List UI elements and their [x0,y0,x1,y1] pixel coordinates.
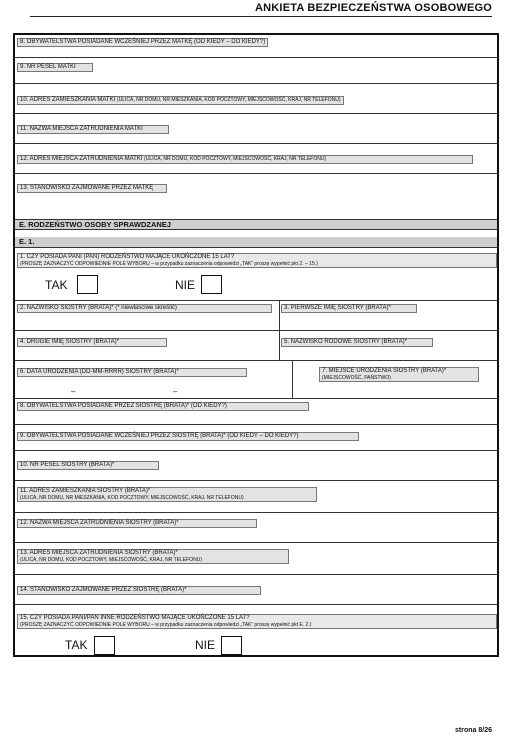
field-label [17,155,473,164]
field-label [17,96,344,105]
field-label: 3. PIERWSZE IMIĘ SIOSTRY (BRATA)* [281,304,417,313]
field-label: 10. NR PESEL SIOSTRY (BRATA)* [17,461,159,470]
field-label: 8. OBYWATELSTWA POSIADANE WCZEŚNIEJ PRZEZ MATKĘ (OD KIEDY – DO KIEDY?) [17,38,268,47]
section-e-header: E. RODZEŃSTWO OSOBY SPRAWDZANEJ [15,219,497,230]
field-label: 2. NAZWISKO SIOSTRY (BRATA)* (* niewłaściwe skreślić) [17,304,272,313]
mother-citizenship-prior-field[interactable] [15,35,497,57]
no-label: NIE [175,278,196,292]
page-title: ANKIETA BEZPIECZEŃSTWA OSOBOWEGO [255,2,492,14]
sibling-pesel-field[interactable] [15,450,497,480]
field-label: 8. OBYWATELSTWA POSIADANE PRZEZ SIOSTRĘ (BRATA)* (OD KIEDY?) [17,402,309,411]
field-label [17,253,497,268]
mother-address-field[interactable] [15,83,497,113]
field-label-main: 11. ADRES ZAMIESZKANIA SIOSTRY (BRATA)* [20,488,151,494]
title-rule [30,16,492,17]
no-checkbox[interactable] [201,275,222,294]
yes-label: TAK [65,638,88,652]
field-label: 9. OBYWATELSTWA POSIADANE WCZEŚNIEJ PRZEZ SIOSTRĘ (BRATA)* (OD KIEDY – DO KIEDY?) [17,432,359,441]
field-label: 6. DATA URODZENIA (DD-MM-RRRR) SIOSTRY (BRATA)* [17,368,247,377]
field-label-main: 1. CZY POSIADA PANI (PAN) RODZEŃSTWO MAJĄCE UKOŃCZONE 15 LAT? [20,254,235,260]
field-label-note: (ULICA, NR DOMU, NR MIESZKANIA, KOD POCZTOWY, MIEJSCOWOŚĆ, KRAJ, NR TELEFONU) [116,97,341,103]
sibling-birth-row [15,360,497,398]
column-divider [292,361,293,399]
date-separator: – [71,387,76,396]
yes-checkbox[interactable] [77,275,98,294]
mother-employer-address-field[interactable] [15,143,497,173]
field-label-main: 12. ADRES MIEJSCA ZATRUDNIENIA MATKI [20,156,143,162]
section-e1-header: E. 1. [15,237,497,248]
sibling-position-field[interactable] [15,574,497,604]
field-label: 5. NAZWISKO RODOWE SIOSTRY (BRATA)* [281,338,433,347]
field-label-note: (PROSZĘ ZAZNACZYĆ ODPOWIEDNIE POLE WYBORU – w przypadku zaznaczenia odpowiedzi „TAK” proszę wypełnić pkt E. 2.) [20,622,312,628]
date-separator: – [173,387,178,396]
other-siblings-question-row [15,604,497,657]
mother-employer-field[interactable] [15,113,497,143]
field-label: 9. NR PESEL MATKI [17,63,93,72]
sibling-second-name-row [15,330,497,360]
sibling-employer-field[interactable] [15,512,497,542]
field-label-note: (ULICA, NR DOMU, KOD POCZTOWY, MIEJSCOWOŚĆ, KRAJ, NR TELEFONU) [20,557,202,563]
yes-checkbox[interactable] [94,636,115,655]
sibling-employer-address-field[interactable] [15,542,497,574]
field-label-main: 10. ADRES ZAMIESZKANIA MATKI [20,97,116,103]
no-checkbox[interactable] [221,636,242,655]
field-label [319,367,479,382]
field-label-note: (ULICA, NR DOMU, NR MIESZKANIA, KOD POCZTOWY, MIEJSCOWOŚĆ, KRAJ, NR TELEFONU) [20,495,244,501]
field-label-main: 13. ADRES MIEJSCA ZATRUDNIENIA SIOSTRY (BRATA)* [20,550,178,556]
column-divider [279,331,280,361]
field-label-note: (PROSZĘ ZAZNACZYĆ ODPOWIEDNIE POLE WYBORU – w przypadku zaznaczenia odpowiedzi „TAK” proszę wypełnić pkt 2. – 15.) [20,261,318,267]
field-label: 13. STANOWISKO ZAJMOWANE PRZEZ MATKĘ [17,184,167,193]
no-label: NIE [195,638,216,652]
field-label: 11. NAZWA MIEJSCA ZATRUDNIENIA MATKI [17,125,169,134]
sibling-surname-row [15,300,497,330]
sibling-address-field[interactable] [15,480,497,512]
field-label-main: 7. MIEJSCE URODZENIA SIOSTRY (BRATA)* [322,368,447,374]
field-label: 12. NAZWA MIEJSCA ZATRUDNIENIA SIOSTRY (BRATA)* [17,519,257,528]
page-number: strona 8/26 [455,727,492,734]
field-label [17,614,497,629]
sibling-citizenship-field[interactable] [15,398,497,424]
yes-label: TAK [45,278,68,292]
field-label [17,549,289,564]
field-label-main: 15. CZY POSIADA PANI/PAN INNE RODZEŃSTWO MAJĄCE UKOŃCZONE 15 LAT? [20,615,250,621]
field-label-note: (ULICA, NR DOMU, KOD POCZTOWY, MIEJSCOWOŚĆ, KRAJ, NR TELEFONU) [144,156,327,162]
mother-position-field[interactable] [15,173,497,207]
field-label [17,487,317,502]
mother-pesel-field[interactable] [15,57,497,83]
field-label: 4. DRUGIE IMIĘ SIOSTRY (BRATA)* [17,338,167,347]
sibling-citizenship-prior-field[interactable] [15,424,497,450]
field-label-note: (MIEJSCOWOŚĆ, PAŃSTWO) [322,375,391,381]
questionnaire-form [13,33,499,657]
field-label: 14. STANOWISKO ZAJMOWANE PRZEZ SIOSTRĘ (BRATA)* [17,586,261,595]
siblings-question-row [15,248,497,302]
column-divider [279,301,280,331]
